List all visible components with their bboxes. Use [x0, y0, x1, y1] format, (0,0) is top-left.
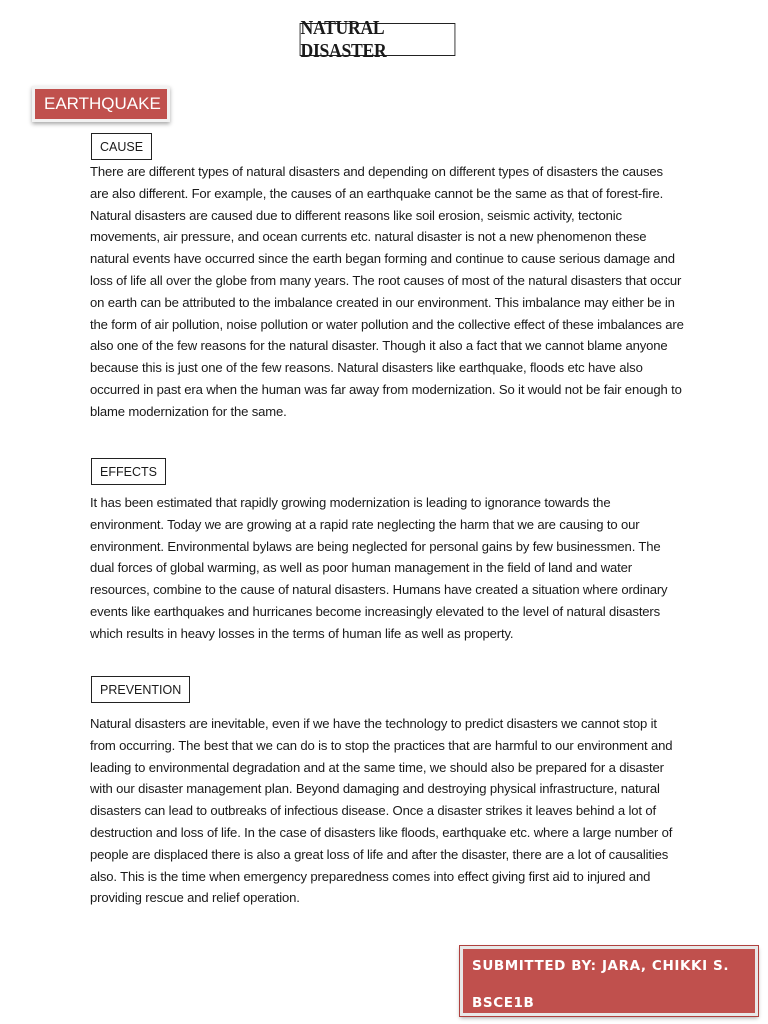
document-title: NATURAL DISASTER	[300, 23, 456, 56]
section-label-text: PREVENTION	[100, 682, 182, 697]
submission-box	[460, 946, 758, 1016]
submitted-by-text: SUBMITTED BY: JARA, CHIKKI S.	[472, 958, 730, 974]
section-label-cause	[91, 133, 152, 160]
course-code-text: BSCE1B	[472, 995, 535, 1011]
section-body-prevention: Natural disasters are inevitable, even if we have the technology to predict disasters we cannot stop it from occurring. The best that we can do is to stop the practices that are harmful to our environment and leading to environmental degradation and at the same time, we should also be prepared for a disaster with our disaster management plan. Beyond damaging and destroying physical infrastructure, natural disasters can lead to outbreaks of infectious disease. Once a disaster strikes it leaves behind a lot of destruction and loss of life. In the case of disasters like floods, earthquake etc. where a large number of people are displaced there is also a great loss of life and after the disaster, there are a lot of causalities also. This is the time when emergency preparedness comes into effect giving first aid to injured and providing rescue and relief operation.	[90, 716, 673, 906]
section-body-cause: There are different types of natural disasters and depending on different types of disasters the causes are also different. For example, the causes of an earthquake cannot be the same as that of forest-fire. Natural disasters are caused due to different reasons like soil erosion, seismic activity, tectonic movements, air pressure, and ocean currents etc. natural disaster is not a new phenomenon these natural events have occurred since the earth began forming and continue to cause serious damage and loss of life all over the globe from many years. The root causes of most of the natural disasters that occur on earth can be attributed to the imbalance created in our environment. This imbalance may either be in the form of air pollution, noise pollution or water pollution and the collective effect of these imbalances are also one of the few reasons for the natural disaster. Though it also a fact that we cannot blame anyone because this is just one of the few reasons. Natural disasters like earthquake, floods etc have also occurred in past era when the human was far away from modernization. So it would not be fair enough to blame modernization for the same.	[90, 164, 684, 419]
topic-tag-label: EARTHQUAKE	[44, 94, 161, 113]
section-label-text: EFFECTS	[100, 464, 157, 479]
section-label-text: CAUSE	[100, 139, 144, 154]
section-label-prevention	[91, 676, 190, 703]
section-label-effects	[91, 458, 166, 485]
topic-tag-earthquake	[32, 86, 170, 122]
section-body-effects: It has been estimated that rapidly growing modernization is leading to ignorance towards the environment. Today we are growing at a rapid rate neglecting the harm that we are causing to our environment. Environmental bylaws are being neglected for personal gains by few businessmen. The dual forces of global warming, as well as poor human management in the field of land and water resources, combine to the cause of natural disasters. Humans have created a situation where ordinary events like earthquakes and hurricanes become increasingly elevated to the level of natural disasters which results in heavy losses in the terms of human life as well as property.	[90, 495, 668, 641]
